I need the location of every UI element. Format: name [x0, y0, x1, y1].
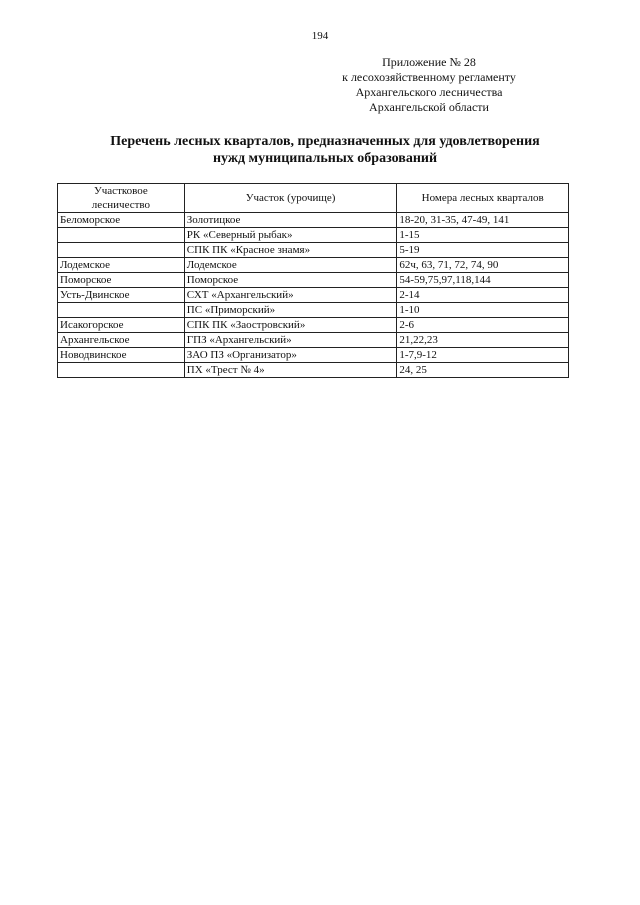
appendix-note: [300, 55, 558, 115]
cell-site: ГПЗ «Архангельский»: [184, 333, 397, 348]
appendix-line: Архангельского лесничества: [355, 85, 503, 99]
table-row: [58, 318, 569, 333]
title-line: Перечень лесных кварталов, предназначенных для удовлетворения: [110, 134, 540, 149]
cell-forestry: Исакогорское: [58, 318, 185, 333]
cell-quarters: 2-6: [397, 318, 569, 333]
cell-site: Золотицкое: [184, 213, 397, 228]
cell-forestry: Новодвинское: [58, 348, 185, 363]
cell-forestry: Усть-Двинское: [58, 288, 185, 303]
cell-forestry: [58, 243, 185, 258]
cell-quarters: 18-20, 31-35, 47-49, 141: [397, 213, 569, 228]
table-row: [58, 303, 569, 318]
table-row: [58, 288, 569, 303]
cell-forestry: Архангельское: [58, 333, 185, 348]
document-title: [40, 133, 610, 167]
header-forestry-line1: Участковое: [93, 185, 148, 197]
cell-forestry: [58, 363, 185, 378]
cell-forestry: [58, 303, 185, 318]
cell-quarters: 5-19: [397, 243, 569, 258]
appendix-line: Приложение № 28: [382, 55, 476, 69]
table-row: [58, 273, 569, 288]
cell-forestry: Поморское: [58, 273, 185, 288]
cell-site: СПК ПК «Красное знамя»: [184, 243, 397, 258]
table-row: [58, 348, 569, 363]
cell-forestry: Лодемское: [58, 258, 185, 273]
cell-quarters: 1-10: [397, 303, 569, 318]
cell-site: СПК ПК «Заостровский»: [184, 318, 397, 333]
cell-quarters: 21,22,23: [397, 333, 569, 348]
page-number: 194: [311, 30, 329, 42]
header-forestry-line2: лесничество: [91, 199, 151, 211]
cell-site: Поморское: [184, 273, 397, 288]
forest-quarters-table: [57, 183, 569, 378]
cell-quarters: 2-14: [397, 288, 569, 303]
table-row: [58, 243, 569, 258]
appendix-line: Архангельской области: [369, 100, 489, 114]
table-header-row: [58, 184, 569, 213]
cell-forestry: Беломорское: [58, 213, 185, 228]
header-quarters: Номера лесных кварталов: [397, 184, 569, 213]
cell-quarters: 1-15: [397, 228, 569, 243]
cell-site: РК «Северный рыбак»: [184, 228, 397, 243]
cell-site: ПХ «Трест № 4»: [184, 363, 397, 378]
table-row: [58, 213, 569, 228]
title-line: нужд муниципальных образований: [212, 151, 438, 166]
header-site: Участок (урочище): [184, 184, 397, 213]
cell-site: Лодемское: [184, 258, 397, 273]
table-row: [58, 333, 569, 348]
cell-site: СХТ «Архангельский»: [184, 288, 397, 303]
table-row: [58, 258, 569, 273]
cell-site: ЗАО ПЗ «Организатор»: [184, 348, 397, 363]
table-row: [58, 363, 569, 378]
header-forestry: [58, 184, 185, 213]
table-row: [58, 228, 569, 243]
cell-forestry: [58, 228, 185, 243]
appendix-line: к лесохозяйственному регламенту: [342, 70, 516, 84]
cell-quarters: 24, 25: [397, 363, 569, 378]
cell-site: ПС «Приморский»: [184, 303, 397, 318]
cell-quarters: 54-59,75,97,118,144: [397, 273, 569, 288]
cell-quarters: 62ч, 63, 71, 72, 74, 90: [397, 258, 569, 273]
cell-quarters: 1-7,9-12: [397, 348, 569, 363]
